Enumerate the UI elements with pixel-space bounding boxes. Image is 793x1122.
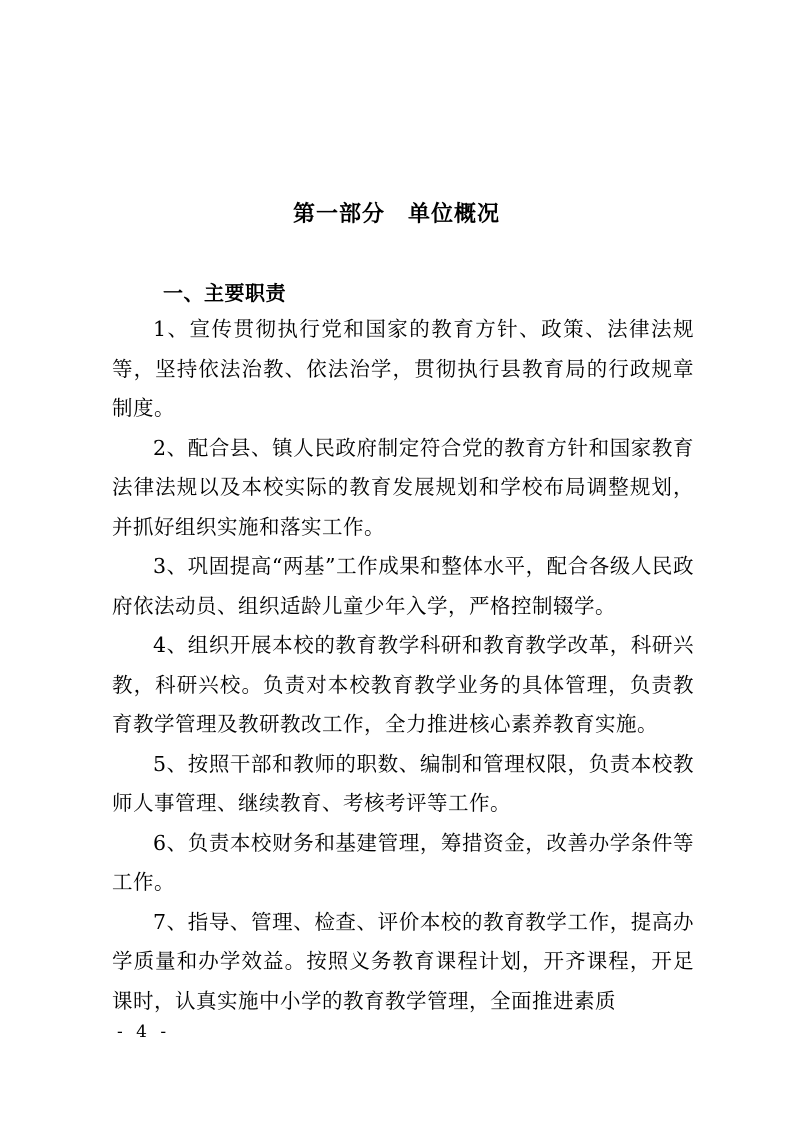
paragraph-7: 7、指导、管理、检查、评价本校的教育教学工作，提高办学质量和办学效益。按照义务教育课程计划，开齐课程，开足课时，认真实施中小学的教育教学管理，全面推进素质	[112, 909, 694, 1013]
section-heading: 一、主要职责	[163, 281, 286, 305]
paragraph-6: 6、负责本校财务和基建管理，筹措资金，改善办学条件等工作。	[112, 830, 694, 894]
paragraph-4: 4、组织开展本校的教育教学科研和教育教学改革，科研兴教，科研兴校。负责对本校教育教学业务的具体管理，负责教育教学管理及教研教改工作，全力推进核心素养教育实施。	[112, 633, 694, 736]
page-number: - 4 -	[117, 1022, 171, 1042]
paragraph-3: 3、巩固提高“两基”工作成果和整体水平，配合各级人民政府依法动员、组织适龄儿童少年入学，严格控制辍学。	[112, 554, 694, 618]
page-title: 第一部分 单位概况	[292, 202, 500, 227]
paragraph-1: 1、宣传贯彻执行党和国家的教育方针、政策、法律法规等，坚持依法治教、依法治学，贯彻执行县教育局的行政规章制度。	[112, 317, 694, 420]
paragraph-5: 5、按照干部和教师的职数、编制和管理权限，负责本校教师人事管理、继续教育、考核考评等工作。	[112, 751, 694, 815]
body-text	[112, 310, 694, 1021]
paragraph-2: 2、配合县、镇人民政府制定符合党的教育方针和国家教育法律法规以及本校实际的教育发展规划和学校布局调整规划，并抓好组织实施和落实工作。	[112, 435, 694, 539]
